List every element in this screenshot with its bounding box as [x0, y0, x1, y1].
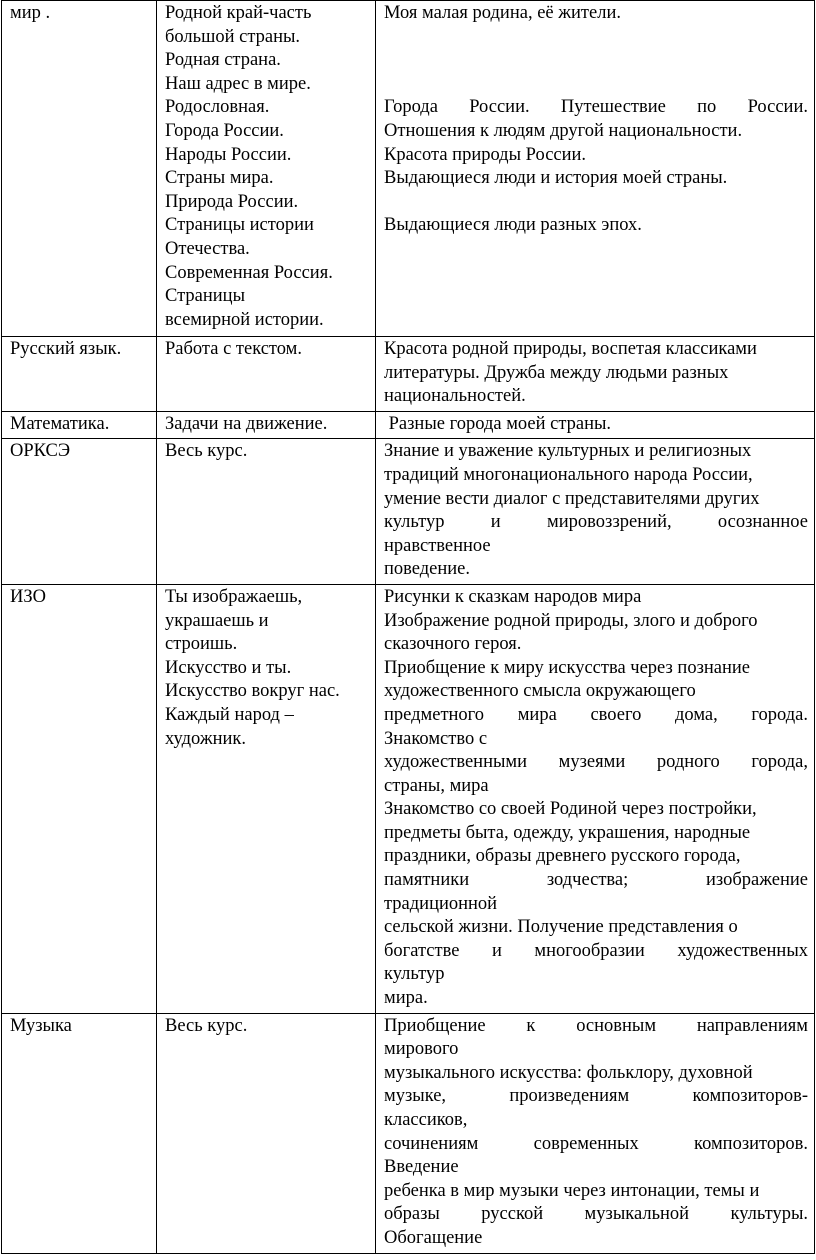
content-line: сочинениям современных композиторов. [384, 1133, 808, 1154]
content-line: сказочного героя. [384, 634, 522, 655]
topic-line: художник. [165, 728, 247, 749]
content-cell [376, 1013, 815, 1253]
content-line: Приобщение к основным направлениям [384, 1015, 808, 1036]
topics-cell [157, 1, 376, 337]
topic-line: Страницы истории [165, 215, 314, 236]
content-line: предметы быта, одежду, украшения, народные [384, 822, 751, 843]
content-cell [376, 584, 815, 1013]
content-line: Отношения к людям другой национальности. [384, 120, 743, 141]
topic-line: Работа с текстом. [165, 339, 303, 359]
content-cell [376, 337, 815, 412]
content-line: Разные города моей страны. [384, 413, 612, 434]
table-row [2, 584, 815, 1013]
topic-line: Родная страна. [165, 50, 281, 71]
content-cell [376, 1, 815, 337]
topic-line: Страницы [165, 286, 245, 307]
table-row [2, 439, 815, 585]
content-line: Выдающиеся люди и история моей страны. [384, 168, 728, 189]
table-row [2, 1, 815, 337]
subject-cell [2, 584, 157, 1013]
content-line: поведение. [384, 559, 471, 580]
content-line: литературы. Дружба между людьми разных [384, 362, 729, 383]
table-row [2, 411, 815, 439]
content-line: Знание и уважение культурных и религиозных [384, 441, 752, 462]
topic-line: Родословная. [165, 97, 270, 118]
table-row [2, 337, 815, 412]
subject-name: Музыка [10, 1015, 72, 1036]
topics-cell [157, 411, 376, 439]
content-line: Знакомство со своей Родиной через постройки, [384, 799, 757, 820]
content-line: художественного смысла окружающего [384, 681, 696, 702]
topic-line: Весь курс. [165, 1015, 248, 1036]
content-line: Моя малая родина, её жители. [384, 3, 621, 23]
subject-cell [2, 337, 157, 412]
topics-cell [157, 584, 376, 1013]
content-line: умение вести диалог с представителями других [384, 488, 760, 509]
topics-cell [157, 439, 376, 585]
topics-cell [157, 1013, 376, 1253]
content-line: памятники зодчества; изображение [384, 870, 808, 891]
topic-line: Задачи на движение. [165, 413, 328, 434]
topics-cell [157, 337, 376, 412]
content-line: традиционной [384, 893, 498, 914]
subject-name: Русский язык. [10, 339, 122, 359]
content-line: культур [384, 964, 445, 985]
content-line: художественными музеями родного города, [384, 752, 808, 773]
table-row [2, 1013, 815, 1253]
content-line: ребенка в мир музыки через интонации, темы и [384, 1180, 760, 1201]
content-line: национальностей. [384, 386, 526, 407]
content-line: образы русской музыкальной культуры. [384, 1204, 808, 1225]
content-line: классиков, [384, 1110, 468, 1130]
topic-line: Искусство вокруг нас. [165, 681, 340, 702]
content-line: Знакомство с [384, 728, 488, 749]
content-line: Обогащение [384, 1227, 483, 1248]
topic-line: Страны мира. [165, 168, 274, 189]
topic-line: Наш адрес в мире. [165, 73, 311, 94]
content-line: Красота родной природы, воспетая классиками [384, 339, 757, 359]
content-line: музыке, произведениям композиторов- [384, 1086, 808, 1107]
topic-line: Искусство и ты. [165, 657, 292, 678]
content-line: предметного мира своего дома, города. [384, 704, 808, 725]
subject-cell [2, 1, 157, 337]
topic-line: Каждый народ – [165, 704, 294, 725]
content-line: музыкального искусства: фольклору, духовной [384, 1062, 753, 1083]
subject-name: Математика. [10, 413, 110, 434]
blank-line [384, 73, 808, 97]
content-line: традиций многонационального народа России, [384, 464, 753, 485]
subject-name: ОРКСЭ [10, 441, 71, 462]
content-line: Изображение родной природы, злого и доброго [384, 610, 758, 631]
content-line: мирового [384, 1039, 459, 1060]
content-line: Красота природы России. [384, 144, 587, 165]
content-line: праздники, образы древнего русского города, [384, 846, 741, 867]
topic-line: Весь курс. [165, 441, 248, 462]
topic-line: строишь. [165, 634, 238, 655]
subject-name: ИЗО [10, 586, 46, 607]
topic-line: Города России. [165, 120, 284, 141]
subject-cell [2, 1013, 157, 1253]
topic-line: Природа России. [165, 191, 299, 212]
topic-line: Отечества. [165, 238, 250, 259]
content-line: культур и мировоззрений, осознанное [384, 512, 808, 533]
topic-line: большой страны. [165, 26, 301, 47]
topic-line: Ты изображаешь, [165, 586, 303, 607]
content-line: Приобщение к миру искусства через познание [384, 657, 751, 678]
blank-line [384, 191, 808, 215]
topic-line: украшаешь и [165, 610, 269, 631]
topic-line: Народы России. [165, 144, 292, 165]
subject-cell [2, 439, 157, 585]
content-line: мира. [384, 988, 428, 1009]
content-line: сельской жизни. Получение представления о [384, 917, 738, 938]
blank-line [384, 49, 808, 73]
topic-line: Родной край-часть [165, 3, 312, 23]
subject-name: мир . [10, 3, 51, 23]
content-line: Выдающиеся люди разных эпох. [384, 215, 642, 236]
topic-line: Современная Россия. [165, 262, 333, 283]
content-line: Рисунки к сказкам народов мира [384, 586, 642, 607]
blank-line [384, 26, 808, 50]
content-line: богатстве и многообразии художественных [384, 940, 808, 961]
content-line: Введение [384, 1157, 459, 1178]
content-cell [376, 411, 815, 439]
subject-cell [2, 411, 157, 439]
topic-line: всемирной истории. [165, 309, 324, 330]
content-line: нравственное [384, 535, 491, 556]
content-line: страны, мира [384, 775, 489, 796]
content-cell [376, 439, 815, 585]
subject-table [1, 0, 815, 1254]
content-line: Города России. Путешествие по России. [384, 97, 808, 118]
